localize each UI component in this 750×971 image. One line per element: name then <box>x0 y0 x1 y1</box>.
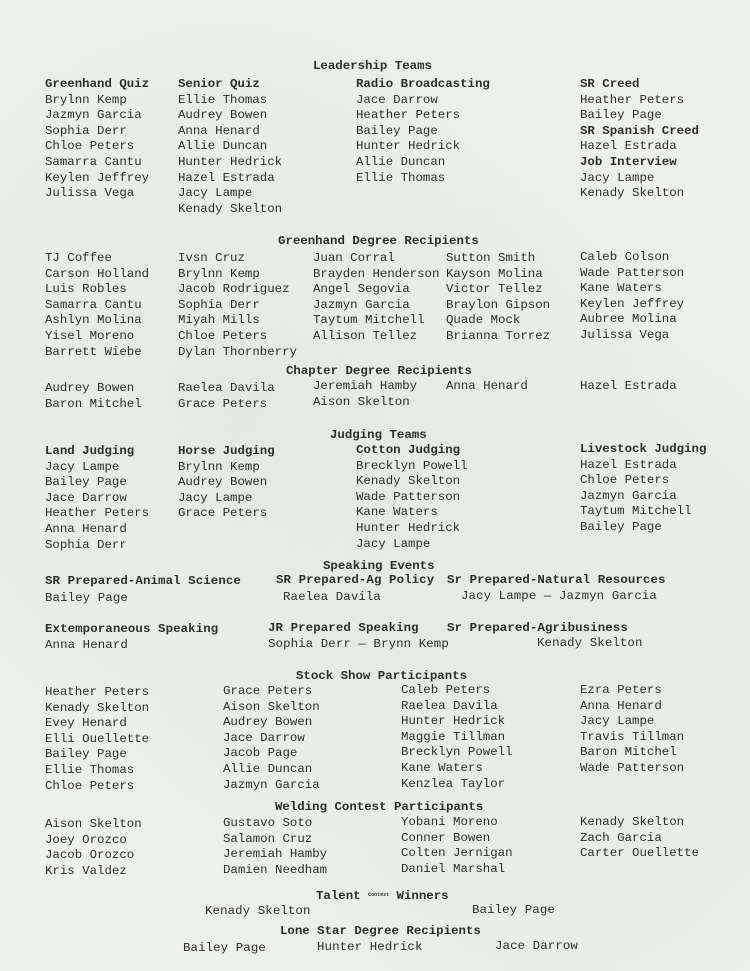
list-item: Brianna Torrez <box>446 328 551 343</box>
chapter-col-1 <box>45 381 142 412</box>
chapter-col-4 <box>446 379 528 395</box>
list-item: Aison Skelton <box>223 699 320 714</box>
list-item: Grace Peters <box>178 506 268 521</box>
list-item: Barrett Wiebe <box>45 344 142 359</box>
list-item: Audrey Bowen <box>178 108 268 123</box>
list-item: Bailey Page <box>580 519 662 534</box>
talent-title-left: Talent <box>316 888 361 903</box>
list-item: Bailey Page <box>45 747 127 762</box>
speaking-title: Speaking Events <box>323 559 435 573</box>
judging-title: Judging Teams <box>330 428 427 442</box>
list-item: Jazmyn Garcia <box>45 108 142 123</box>
animal-science-name: Bailey Page <box>45 591 128 605</box>
list-item: Hazel Estrada <box>580 379 677 393</box>
list-item: Zach Garcia <box>580 830 662 845</box>
list-item: Brylnn Kemp <box>178 266 260 281</box>
list-item: Kenady Skelton <box>45 700 150 715</box>
list-item: Heather Peters <box>45 506 150 521</box>
list-item: Kenady Skelton <box>580 186 685 201</box>
talent-winner: Kenady Skelton <box>205 904 311 918</box>
list-item: Jacob Orozco <box>45 848 135 863</box>
list-item: Aubree Molina <box>580 312 677 327</box>
list-item: Jacy Lampe <box>178 186 253 201</box>
welding-title: Welding Contest Participants <box>275 800 484 814</box>
greenhand-col-1 <box>45 251 149 360</box>
list-item: Quade Mock <box>446 313 521 328</box>
list-item: Wade Patterson <box>580 265 685 280</box>
list-item: Sophia Derr <box>178 297 260 312</box>
agribusiness-heading: Sr Prepared-Agribusiness <box>447 621 628 635</box>
list-item: Taytum Mitchell <box>580 504 692 519</box>
list-item: Samarra Cantu <box>45 297 142 312</box>
list-item: Baron Mitchel <box>45 396 142 411</box>
stock-show-title: Stock Show Participants <box>296 669 468 683</box>
list-item: Dylan Thornberry <box>178 344 297 359</box>
agribusiness-name: Kenady Skelton <box>537 636 643 650</box>
lone-star-recipient: Jace Darrow <box>495 939 578 953</box>
list-item: Audrey Bowen <box>223 715 313 730</box>
jr-prepared-name: Sophia Derr — Brynn Kemp <box>268 637 449 651</box>
list-item: Jacob Page <box>223 746 298 761</box>
land-judging-heading: Land Judging <box>45 444 135 458</box>
list-item: Jeremiah Hamby <box>313 379 418 393</box>
list-item: Audrey Bowen <box>45 381 135 395</box>
radio-broadcasting-list <box>356 77 490 186</box>
chapter-col-5 <box>580 379 677 395</box>
welding-col-1 <box>45 817 142 879</box>
list-item: Hunter Hedrick <box>356 520 461 535</box>
list-item: Chloe Peters <box>45 139 135 154</box>
list-item: Ezra Peters <box>580 683 662 697</box>
ag-policy-name: Raelea Davila <box>283 590 381 604</box>
list-item: Jace Darrow <box>356 92 438 107</box>
list-item: Brylnn Kemp <box>45 92 127 107</box>
list-item: Evey Henard <box>45 716 127 731</box>
list-item: Aison Skelton <box>45 817 142 831</box>
list-item: Gustavo Soto <box>223 816 313 830</box>
livestock-judging-list <box>580 442 706 536</box>
list-item: Colten Jernigan <box>401 846 513 861</box>
list-item: Allie Duncan <box>178 139 268 154</box>
list-item: Juan Corral <box>313 251 395 265</box>
list-item: Raelea Davila <box>401 698 498 713</box>
horse-judging-heading: Horse Judging <box>178 444 275 458</box>
stock-show-col-4 <box>580 683 684 777</box>
list-item: Brylnn Kemp <box>178 459 260 474</box>
list-item: Allie Duncan <box>223 761 313 776</box>
chapter-col-2 <box>178 381 275 412</box>
list-item: Brayden Henderson <box>313 266 440 281</box>
lone-star-title: Lone Star Degree Recipients <box>280 924 481 938</box>
list-item: Grace Peters <box>223 684 313 698</box>
list-item: Kane Waters <box>356 505 438 520</box>
list-item: Salamon Cruz <box>223 831 313 846</box>
list-item: Jacy Lampe <box>580 170 655 185</box>
list-item: Hazel Estrada <box>580 457 677 472</box>
natural-resources-heading: Sr Prepared-Natural Resources <box>447 573 666 587</box>
sr-creed-heading: SR Creed <box>580 77 640 91</box>
list-item: Hazel Estrada <box>178 170 275 185</box>
list-item: Anna Henard <box>446 379 528 393</box>
welding-col-2 <box>223 816 327 878</box>
list-item: Jazmyn Garcia <box>313 297 410 312</box>
list-item: TJ Coffee <box>45 251 112 265</box>
list-item: Allison Tellez <box>313 328 418 343</box>
list-item: Ashlyn Molina <box>45 313 142 328</box>
chapter-col-3 <box>313 379 417 410</box>
talent-title <box>316 888 449 904</box>
list-item: Carson Holland <box>45 266 150 281</box>
list-item: Jazmyn Garcia <box>223 777 320 792</box>
list-item: Angel Segovia <box>313 282 410 297</box>
lone-star-recipient: Bailey Page <box>183 941 266 955</box>
welding-col-4 <box>580 815 699 862</box>
horse-judging-list <box>178 444 275 522</box>
list-item: Kane Waters <box>580 281 662 296</box>
list-item: Maggie Tillman <box>401 729 506 744</box>
list-item: Aison Skelton <box>313 394 410 409</box>
list-item: Raelea Davila <box>178 381 275 395</box>
ag-policy-heading: SR Prepared-Ag Policy <box>276 573 435 587</box>
list-item: Kenady Skelton <box>178 201 283 216</box>
list-item: Jacy Lampe <box>45 459 120 474</box>
list-item: Carter Ouellette <box>580 846 699 861</box>
list-item: Braylon Gipson <box>446 297 551 312</box>
list-item: Wade Patterson <box>356 489 461 504</box>
list-item: Jacy Lampe <box>580 714 655 729</box>
list-item: Julissa Vega <box>580 327 670 342</box>
list-item: Grace Peters <box>178 396 268 411</box>
list-item: Bailey Page <box>45 475 127 490</box>
list-item: Bailey Page <box>356 123 438 138</box>
animal-science-heading: SR Prepared-Animal Science <box>45 574 241 588</box>
list-item: Heather Peters <box>45 685 150 699</box>
list-item: Sutton Smith <box>446 251 536 265</box>
jr-prepared-heading: JR Prepared Speaking <box>268 621 419 635</box>
senior-quiz-list <box>178 77 282 217</box>
list-item: Jace Darrow <box>45 490 127 505</box>
talent-title-right: Winners <box>396 888 449 903</box>
land-judging-list <box>45 444 149 553</box>
list-item: Yobani Moreno <box>401 815 498 829</box>
leadership-title: Leadership Teams <box>313 59 432 73</box>
greenhand-title: Greenhand Degree Recipients <box>278 234 479 248</box>
greenhand-col-2 <box>178 251 297 360</box>
greenhand-col-5 <box>580 250 684 344</box>
list-item: Sophia Derr <box>45 123 127 138</box>
extemporaneous-name: Anna Henard <box>45 638 128 652</box>
list-item: Ellie Thomas <box>356 170 446 185</box>
list-item: Chloe Peters <box>580 473 670 488</box>
list-item: Caleb Colson <box>580 250 670 264</box>
list-item: Brecklyn Powell <box>356 458 468 473</box>
list-item: Anna Henard <box>178 123 260 138</box>
list-item: Taytum Mitchell <box>313 313 425 328</box>
list-item: Keylen Jeffrey <box>45 170 150 185</box>
list-item: Brecklyn Powell <box>401 745 513 760</box>
list-item: Kayson Molina <box>446 266 543 281</box>
list-item: Chloe Peters <box>45 778 135 793</box>
list-item: Anna Henard <box>45 521 127 536</box>
greenhand-quiz-list <box>45 77 149 202</box>
list-item: Damien Needham <box>223 862 328 877</box>
list-item: Keylen Jeffrey <box>580 296 685 311</box>
radio-broadcasting-heading: Radio Broadcasting <box>356 77 490 91</box>
list-item: Daniel Marshal <box>401 861 506 876</box>
list-item: Conner Bowen <box>401 830 491 845</box>
list-item: Jacob Rodriguez <box>178 282 290 297</box>
senior-quiz-heading: Senior Quiz <box>178 77 260 91</box>
creed-interview-list <box>580 77 699 202</box>
list-item: Jacy Lampe <box>356 536 431 551</box>
natural-resources-name: Jacy Lampe — Jazmyn Garcia <box>461 589 657 603</box>
list-item: Kenzlea Taylor <box>401 776 506 791</box>
sr-spanish-creed-heading: SR Spanish Creed <box>580 123 699 138</box>
list-item: Miyah Mills <box>178 313 260 328</box>
list-item: Travis Tillman <box>580 729 685 744</box>
list-item: Yisel Moreno <box>45 328 135 343</box>
list-item: Jacy Lampe <box>178 490 253 505</box>
welding-col-3 <box>401 815 513 877</box>
list-item: Caleb Peters <box>401 683 491 697</box>
cotton-judging-list <box>356 443 468 552</box>
list-item: Kris Valdez <box>45 863 127 878</box>
list-item: Elli Ouellette <box>45 731 150 746</box>
cotton-judging-heading: Cotton Judging <box>356 443 461 457</box>
talent-winner: Bailey Page <box>472 903 555 917</box>
list-item: Luis Robles <box>45 282 127 297</box>
list-item: Heather Peters <box>356 108 461 123</box>
list-item: Samarra Cantu <box>45 154 142 169</box>
list-item: Joey Orozco <box>45 832 127 847</box>
greenhand-col-3 <box>313 251 439 345</box>
list-item: Kenady Skelton <box>356 474 461 489</box>
list-item: Jace Darrow <box>223 730 305 745</box>
list-item: Kenady Skelton <box>580 815 685 829</box>
extemporaneous-heading: Extemporaneous Speaking <box>45 622 219 636</box>
talent-title-small: Contest <box>368 892 390 898</box>
list-item: Kane Waters <box>401 760 483 775</box>
list-item: Sophia Derr <box>45 537 127 552</box>
stock-show-col-3 <box>401 683 513 792</box>
list-item: Audrey Bowen <box>178 475 268 490</box>
list-item: Hunter Hedrick <box>356 139 461 154</box>
stock-show-col-1 <box>45 685 149 794</box>
greenhand-quiz-heading: Greenhand Quiz <box>45 77 150 91</box>
list-item: Ivsn Cruz <box>178 251 245 265</box>
list-item: Wade Patterson <box>580 760 685 775</box>
list-item: Anna Henard <box>580 698 662 713</box>
stock-show-col-2 <box>223 684 320 793</box>
list-item: Hunter Hedrick <box>401 714 506 729</box>
list-item: Julissa Vega <box>45 186 135 201</box>
greenhand-col-4 <box>446 251 550 345</box>
list-item: Ellie Thomas <box>178 92 268 107</box>
chapter-title: Chapter Degree Recipients <box>286 364 472 378</box>
list-item: Jazmyn Garcia <box>580 488 677 503</box>
list-item: Jeremiah Hamby <box>223 847 328 862</box>
list-item: Victor Tellez <box>446 282 543 297</box>
list-item: Hazel Estrada <box>580 139 677 154</box>
livestock-judging-heading: Livestock Judging <box>580 442 707 456</box>
list-item: Heather Peters <box>580 92 685 107</box>
list-item: Hunter Hedrick <box>178 154 283 169</box>
job-interview-heading: Job Interview <box>580 154 677 169</box>
list-item: Ellie Thomas <box>45 762 135 777</box>
lone-star-recipient: Hunter Hedrick <box>317 940 423 954</box>
list-item: Baron Mitchel <box>580 745 677 760</box>
list-item: Bailey Page <box>580 108 662 123</box>
list-item: Allie Duncan <box>356 154 446 169</box>
list-item: Chloe Peters <box>178 328 268 343</box>
